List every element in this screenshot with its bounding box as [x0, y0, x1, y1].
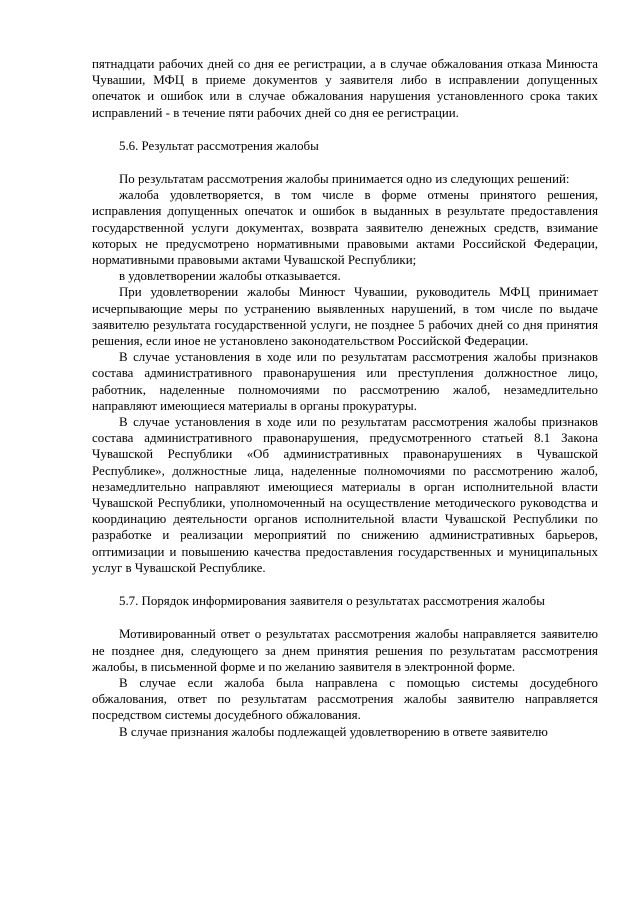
spacer: [92, 576, 598, 593]
paragraph-2: жалоба удовлетворяется, в том числе в форме отмены принятого решения, исправления допущенных опечаток и ошибок в выданных в результате предоставления государственной услуги документах, возврата заявителю денежных средств, взимание которых не предусмотрено нормативными правовыми актами Российской Федерации, нормативными правовыми актами Чувашской Республики;: [92, 188, 598, 268]
paragraph-1: По результатам рассмотрения жалобы принимается одно из следующих решений:: [119, 172, 570, 187]
spacer: [92, 154, 598, 171]
spacer: [92, 121, 598, 138]
spacer: [92, 609, 598, 626]
paragraph-3: в удовлетворении жалобы отказывается.: [119, 269, 341, 284]
paragraph-8: В случае если жалоба была направлена с помощью системы досудебного обжалования, ответ по результатам рассмотрения жалобы заявителю направляется посредством системы досудебного обжалования.: [92, 675, 598, 723]
paragraph-7: Мотивированный ответ о результатах рассмотрения жалобы направляется заявителю не позднее дня, следующего за днем принятия решения по результатам рассмотрения жалобы, в письменной форме и по желанию заявителя в электронной форме.: [92, 627, 598, 674]
paragraph-intro: пятнадцати рабочих дней со дня ее регистрации, а в случае обжалования отказа Минюста Чувашии, МФЦ в приеме документов у заявителя либо в исправлении допущенных опечаток и ошибок или в случае обжалования нарушения установленного срока таких исправлений - в течение пяти рабочих дней со дня ее регистрации.: [92, 57, 598, 120]
section-heading-5-7: 5.7. Порядок информирования заявителя о результатах рассмотрения жалобы: [119, 594, 545, 609]
paragraph-4: При удовлетворении жалобы Минюст Чувашии, руководитель МФЦ принимает исчерпывающие меры по устранению выявленных нарушений, в том числе по выдаче заявителю результата государственной услуги, не позднее 5 рабочих дней со дня принятия решения, если иное не установлено законодательством Российской Федерации.: [92, 285, 598, 349]
paragraph-6: В случае установления в ходе или по результатам рассмотрения жалобы признаков состава административного правонарушения, предусмотренного статьей 8.1 Закона Чувашской Республики «Об административных правонарушениях в Чувашской Республике», должностные лица, наделенные полномочиями по рассмотрению жалоб, незамедлительно направляют имеющиеся материалы в орган исполнительной власти Чувашской Республики, уполномоченный на осуществление методического руководства и координацию деятельности органов исполнительной власти Чувашской Республики по разработке и реализации мероприятий по снижению административных барьеров, оптимизации и повышению качества предоставления государственных и муниципальных услуг в Чувашской Республике.: [92, 415, 598, 575]
paragraph-5: В случае установления в ходе или по результатам рассмотрения жалобы признаков состава административного правонарушения или преступления должностное лицо, работник, наделенные полномочиями по рассмотрению жалоб, незамедлительно направляют имеющиеся материалы в органы прокуратуры.: [92, 350, 598, 413]
section-heading-5-6: 5.6. Результат рассмотрения жалобы: [119, 138, 319, 153]
paragraph-9: В случае признания жалобы подлежащей удовлетворению в ответе заявителю: [119, 724, 548, 739]
